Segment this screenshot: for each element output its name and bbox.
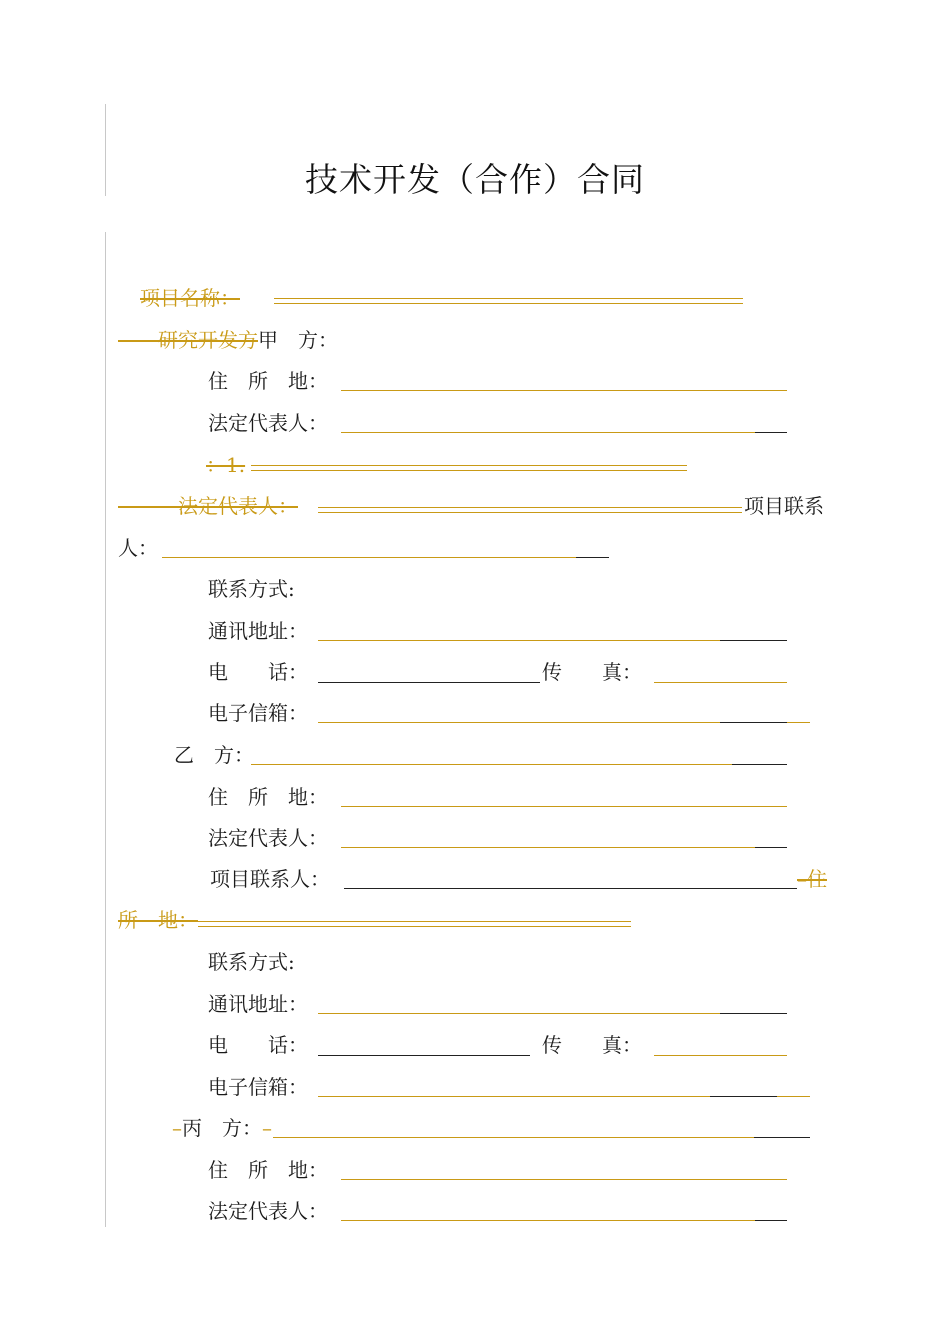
party-a-contact-tail [576,557,609,558]
party-c-legal-rep-field[interactable] [341,1220,755,1221]
party-a-phone-field[interactable] [318,682,540,683]
party-b-email-tail [710,1096,777,1097]
party-a-address-label: 住 所 地： [208,369,328,393]
project-contact-label-2: 人： [118,536,158,560]
deleted-address-a: –住 [797,867,827,891]
project-contact-label-1: 项目联系 [744,494,824,518]
party-b-field[interactable] [251,764,732,765]
party-a-mail-address-field[interactable] [318,640,720,641]
party-a-email-label: 电子信箱： [208,701,308,725]
party-c-legal-rep-tail [755,1220,787,1221]
party-b-legal-rep-tail [755,847,787,848]
party-b-fax-field[interactable] [654,1055,787,1056]
document-title: 技术开发（合作）合同 [305,160,645,199]
party-c-legal-rep-label: 法定代表人： [208,1199,328,1223]
party-c-address-field[interactable] [341,1179,787,1180]
party-b-legal-rep-field[interactable] [341,847,755,848]
party-b-contact-label: 项目联系人： [210,867,330,891]
party-a-phone-label: 电 话： [208,660,308,684]
margin-marker-body [105,232,106,1227]
deleted-dash-2: – [262,1116,272,1140]
party-b-phone-label: 电 话： [208,1033,308,1057]
deleted-legal-rep: 法定代表人： [178,494,298,518]
party-b-tail [732,764,787,765]
party-a-mail-address-tail [720,640,787,641]
party-a-legal-rep-tail [755,432,787,433]
party-a-contact-field[interactable] [162,557,576,558]
party-a-legal-rep-field[interactable] [341,432,755,433]
party-b-mail-address-field[interactable] [318,1013,720,1014]
party-a-label: 甲 方： [258,328,338,352]
party-b-mail-address-tail [720,1013,787,1014]
party-b-fax-label: 传 真： [542,1033,642,1057]
party-c-row [172,1115,272,1141]
party-a-address-field[interactable] [341,390,787,391]
party-a-mail-address-label: 通讯地址： [208,619,308,643]
deleted-address-b: 所 地： [118,908,198,932]
party-c-tail [754,1137,810,1138]
party-b-mail-address-label: 通讯地址： [208,992,308,1016]
party-a-legal-rep-label: 法定代表人： [208,411,328,435]
party-b-email-field[interactable] [318,1096,710,1097]
party-c-address-label: 住 所 地： [208,1158,328,1182]
deleted-fill-line-2 [251,465,687,471]
deleted-fill-line-4 [198,921,631,927]
party-b-label: 乙 方： [174,743,254,767]
party-c-field[interactable] [273,1137,754,1138]
party-b-phone-field[interactable] [318,1055,530,1056]
party-a-row [118,327,338,353]
deleted-fill-line-3 [318,507,742,513]
party-a-email-field[interactable] [318,722,720,723]
party-a-contact-method-label: 联系方式: [208,577,295,601]
party-a-fax-label: 传 真： [542,660,642,684]
deleted-research-party: 研究开发方 [158,328,258,352]
party-b-address-label: 住 所 地： [208,785,328,809]
party-b-email-extra [777,1096,810,1097]
deleted-dash-1: – [172,1116,182,1140]
party-b-legal-rep-label: 法定代表人： [208,826,328,850]
deleted-project-name: 项目名称： [140,286,240,310]
party-a-email-tail [720,722,787,723]
party-b-address-field[interactable] [341,806,787,807]
deleted-fill-line [274,298,743,304]
deleted-numbering: ：1. [206,453,246,477]
party-b-email-label: 电子信箱： [208,1075,308,1099]
party-c-label: 丙 方： [182,1116,262,1140]
party-b-contact-field[interactable] [344,888,797,889]
party-a-fax-field[interactable] [654,682,787,683]
party-a-email-extra [787,722,810,723]
party-b-contact-method-label: 联系方式: [208,950,295,974]
